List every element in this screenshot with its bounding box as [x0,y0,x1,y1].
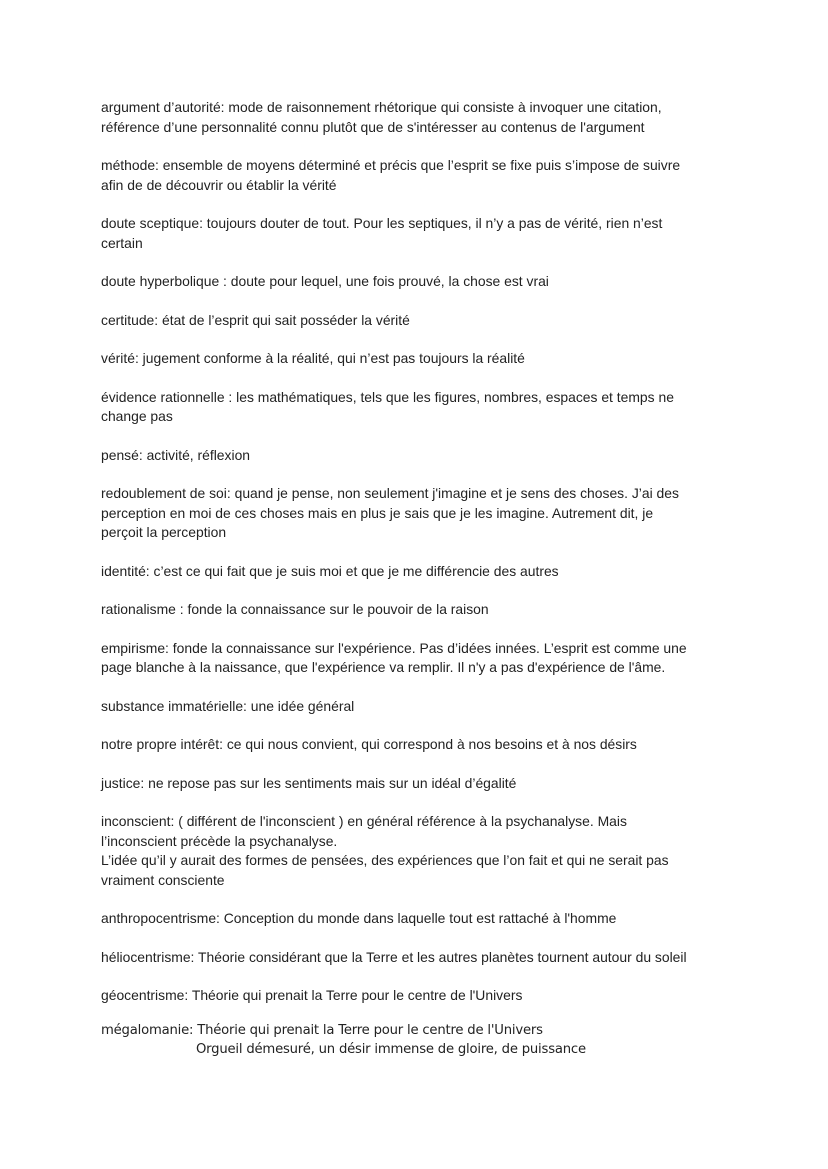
definition-line: géocentrisme: Théorie qui prenait la Terre pour le centre de l'Univers [101,987,523,1003]
definition-line: doute sceptique: toujours douter de tout. Pour les septiques, il n’y a pas de vérité, rien n’est [101,215,663,231]
definition-line: l’inconscient précède la psychanalyse. [101,832,338,849]
definition-entry [101,272,741,292]
definition-entry [101,484,741,543]
definition-line: référence d’une personnalité connu plutôt que de s'intéresser au contenus de l'argument [101,118,645,135]
definition-entry [101,156,741,195]
definition-line: anthropocentrisme: Conception du monde dans laquelle tout est rattaché à l'homme [101,910,617,926]
definition-line: rationalisme : fonde la connaissance sur le pouvoir de la raison [101,601,489,617]
definition-line: héliocentrisme: Théorie considérant que la Terre et les autres planètes tournent autour du soleil [101,948,687,965]
definition-entry [101,986,741,1006]
definition-line: identité: c’est ce qui fait que je suis moi et que je me différencie des autres [101,562,559,579]
definition-line: inconscient: ( différent de l'inconscient ) en général référence à la psychanalyse. Mais [101,813,627,829]
definition-entry [101,774,741,794]
definition-line: justice: ne repose pas sur les sentiments mais sur un idéal d’égalité [101,774,517,791]
definition-entry [101,214,741,253]
definition-entry [101,812,741,890]
definition-entry [101,388,741,427]
definition-line: évidence rationnelle : les mathématiques, tels que les figures, nombres, espaces et temps ne [101,388,674,405]
definition-entry-megalomanie [101,1021,741,1060]
definition-entry [101,446,741,466]
definition-entry [101,349,741,369]
definition-line: L’idée qu’il y aurait des formes de pensées, des expériences que l’on fait et qui ne serait pas [101,852,669,868]
definition-entry [101,735,741,755]
definition-list [101,98,741,1006]
definition-entry [101,562,741,582]
definition-line: page blanche à la naissance, que l'expérience va remplir. Il n'y a pas d'expérience de l'âme. [101,659,666,675]
definition-line: méthode: ensemble de moyens déterminé et précis que l’esprit se fixe puis s’impose de suivre [101,157,681,173]
document-page [101,98,741,1079]
definition-line: argument d’autorité: mode de raisonnement rhétorique qui consiste à invoquer une citation, [101,99,662,115]
definition-line: certitude: état de l’esprit qui sait posséder la vérité [101,311,410,328]
definition-entry [101,98,741,137]
definition-line: mégalomanie: Théorie qui prenait la Terre pour le centre de l'Univers [101,1022,543,1038]
definition-line: notre propre intérêt: ce qui nous convient, qui correspond à nos besoins et à nos désirs [101,736,637,752]
definition-line: empirisme: fonde la connaissance sur l'expérience. Pas d’idées innées. L’esprit est comme une [101,639,687,656]
definition-line: afin de de découvrir ou établir la vérité [101,176,337,193]
definition-entry [101,697,741,717]
definition-entry [101,948,741,968]
definition-entry [101,639,741,678]
definition-entry [101,311,741,331]
definition-line: perception en moi de ces choses mais en plus je sais que je les imagine. Autrement dit, je [101,504,654,521]
definition-line: substance immatérielle: une idée général [101,697,355,714]
definition-line: change pas [101,408,173,424]
definition-line: vraiment consciente [101,871,225,888]
definition-line: perçoit la perception [101,524,227,540]
definition-line: doute hyperbolique : doute pour lequel, une fois prouvé, la chose est vrai [101,273,549,289]
definition-line: redoublement de soi: quand je pense, non seulement j'imagine et je sens des choses. J’ai des [101,485,679,501]
definition-entry [101,909,741,929]
definition-line: certain [101,234,143,251]
definition-entry [101,600,741,620]
definition-line: pensé: activité, réflexion [101,446,251,463]
definition-line: Orgueil démesuré, un désir immense de gloire, de puissance [196,1042,586,1057]
definition-line: vérité: jugement conforme à la réalité, qui n’est pas toujours la réalité [101,350,525,366]
